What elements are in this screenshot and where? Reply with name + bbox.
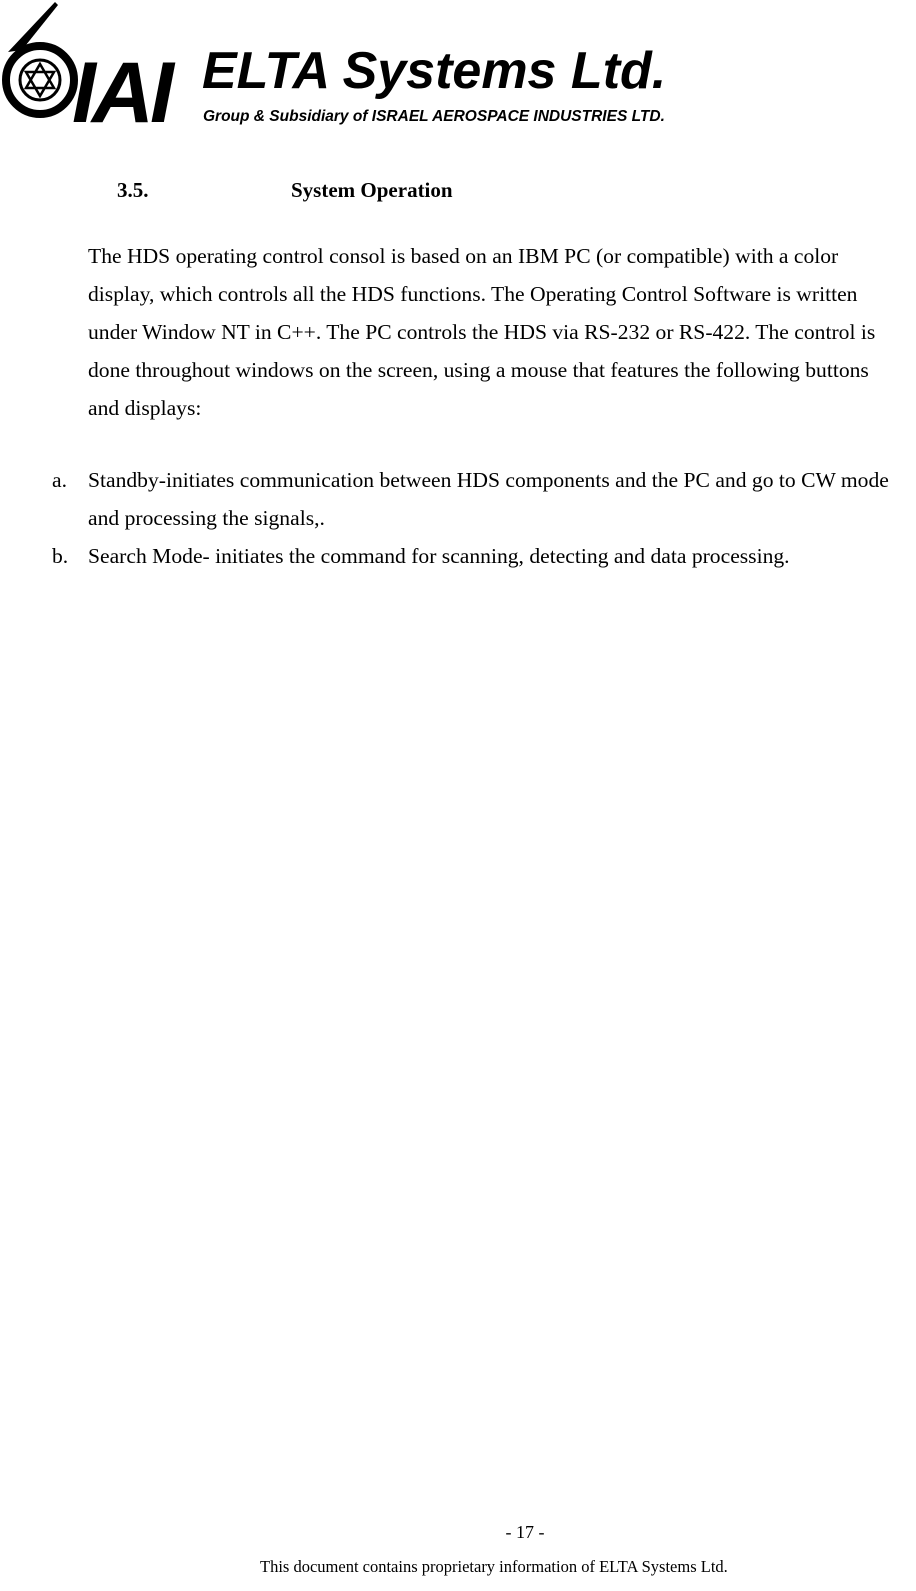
- list-item-text: Search Mode- initiates the command for scanning, detecting and data processing.: [88, 544, 790, 568]
- section-heading: [117, 178, 453, 203]
- list-marker: b.: [52, 544, 69, 568]
- iai-elta-logo-graphic: [0, 0, 740, 130]
- list-item-text: Standby-initiates communication between HDS components and the PC and go to CW mode and processing the signals,.: [88, 468, 889, 530]
- star-icon: [26, 64, 54, 96]
- company-logo: [0, 0, 740, 130]
- logo-company-name: ELTA Systems Ltd.: [202, 42, 667, 100]
- logo-mark-text: IAI: [72, 45, 170, 130]
- list-item: [0, 461, 916, 537]
- page-number: - 17 -: [505, 1522, 545, 1542]
- footer-note: This document contains proprietary information of ELTA Systems Ltd.: [260, 1557, 728, 1576]
- logo-subtitle: Group & Subsidiary of ISRAEL AEROSPACE INDUSTRIES LTD.: [203, 108, 665, 125]
- emblem-ring-icon: [6, 46, 74, 114]
- section-title: System Operation: [291, 178, 453, 202]
- list-marker: a.: [52, 468, 67, 492]
- feature-list: [0, 461, 916, 575]
- section-number: 3.5.: [117, 178, 149, 202]
- section-paragraph: The HDS operating control consol is based on an IBM PC (or compatible) with a color display, which controls all the HDS functions. The Operating Control Software is written under Window NT in C++. The PC controls the HDS via RS-232 or RS-422. The control is done throughout windows on the screen, using a mouse that features the following buttons and displays:: [88, 244, 876, 420]
- list-item: [0, 537, 916, 575]
